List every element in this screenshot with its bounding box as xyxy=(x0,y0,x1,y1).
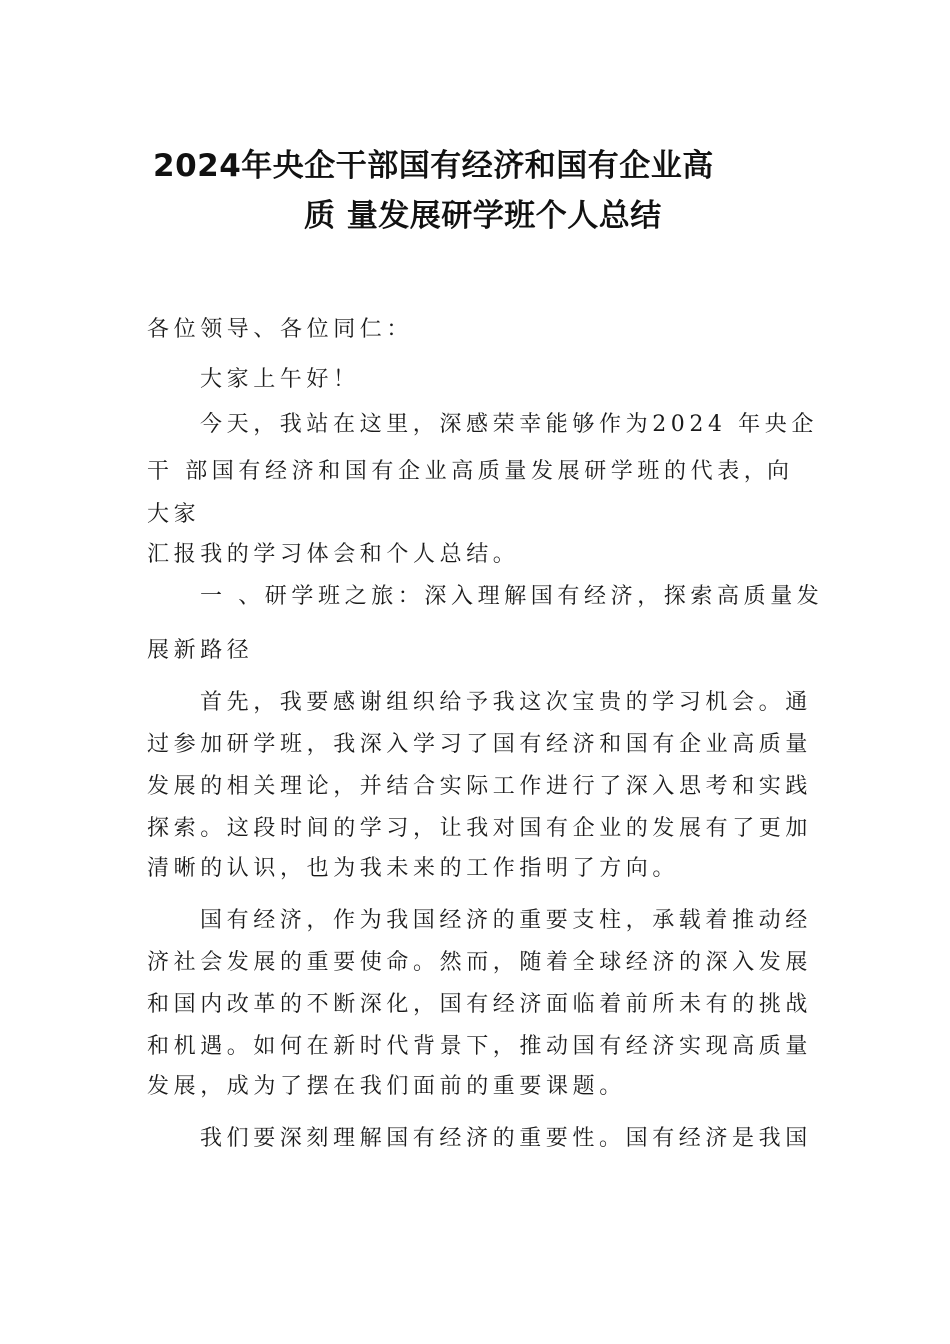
paragraph-line: 和国内改革的不断深化，国有经济面临着前所未有的挑战 xyxy=(147,992,813,1017)
paragraph-line: 汇报我的学习体会和个人总结。 xyxy=(147,542,520,567)
section-heading: 一 、研学班之旅：深入理解国有经济，探索高质量发 xyxy=(200,584,824,609)
paragraph-line: 和机遇。如何在新时代背景下，推动国有经济实现高质量 xyxy=(147,1034,813,1059)
salutation: 各位领导、各位同仁： xyxy=(147,317,414,342)
paragraph-line: 济社会发展的重要使命。然而，随着全球经济的深入发展 xyxy=(147,950,813,975)
paragraph-line: 发展的相关理论，并结合实际工作进行了深入思考和实践 xyxy=(147,774,813,799)
document-title-line-2: 质 量发展研学班个人总结 xyxy=(304,198,662,234)
paragraph-line: 首先，我要感谢组织给予我这次宝贵的学习机会。通 xyxy=(200,690,812,715)
greeting: 大家上午好！ xyxy=(200,367,360,392)
paragraph-line: 向 xyxy=(767,459,794,484)
paragraph-line: 干 部国有经济和国有企业高质量发展研学班的代表， xyxy=(147,459,771,484)
document-title-line-1: 2024年央企干部国有经济和国有企业高 xyxy=(153,148,714,184)
paragraph-line: 过参加研学班，我深入学习了国有经济和国有企业高质量 xyxy=(147,732,813,757)
section-heading: 展新路径 xyxy=(147,638,254,663)
paragraph-line: 探索。这段时间的学习，让我对国有企业的发展有了更加 xyxy=(147,816,813,841)
paragraph-line: 大家 xyxy=(147,502,201,527)
paragraph-line: 发展，成为了摆在我们面前的重要课题。 xyxy=(147,1074,626,1099)
paragraph-line: 我们要深刻理解国有经济的重要性。国有经济是我国 xyxy=(200,1126,812,1151)
paragraph-line: 清晰的认识，也为我未来的工作指明了方向。 xyxy=(147,856,680,881)
paragraph-line: 国有经济，作为我国经济的重要支柱，承载着推动经 xyxy=(200,908,812,933)
paragraph-line: 今天，我站在这里，深感荣幸能够作为2024 年央企 xyxy=(200,412,818,437)
